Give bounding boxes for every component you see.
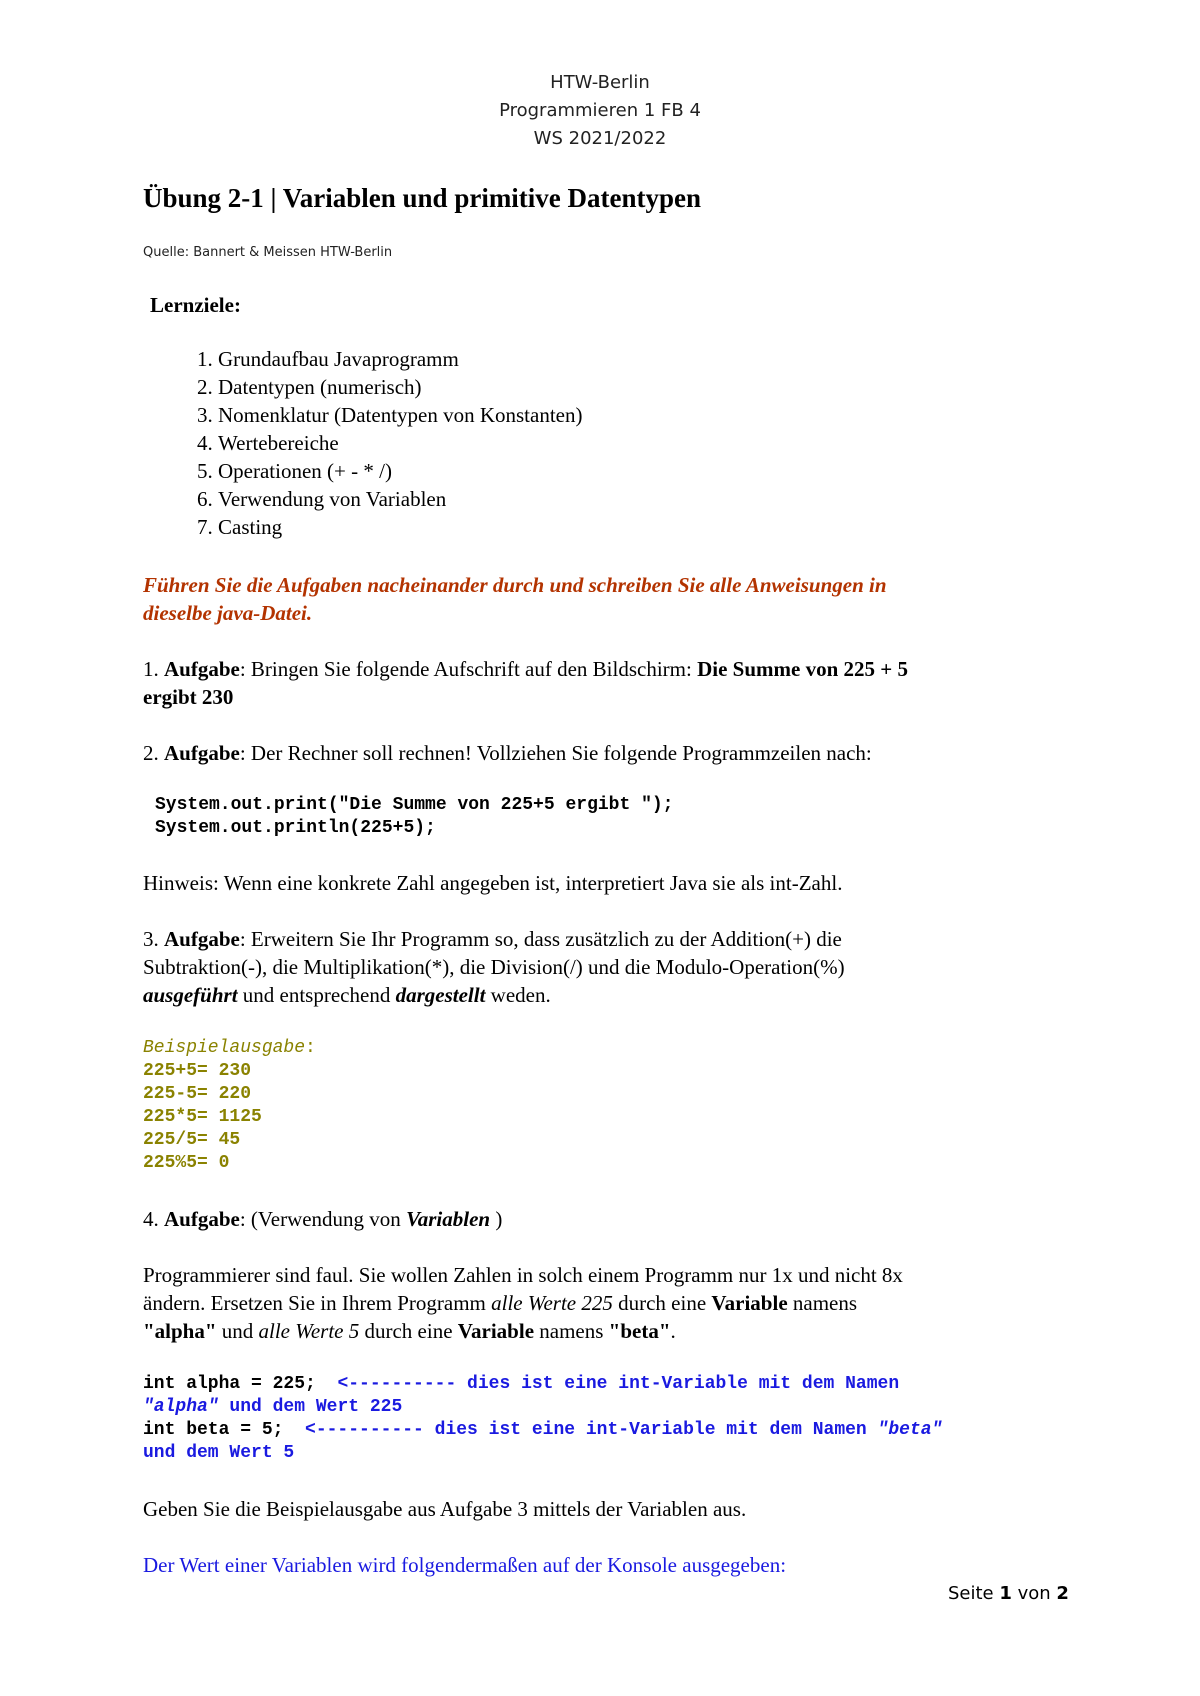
header-course: Programmieren 1 FB 4 [499, 100, 701, 121]
task2-line: 2. Aufgabe: Der Rechner soll rechnen! Vollziehen Sie folgende Programmzeilen nach: [143, 741, 872, 765]
example-output-line: 225-5= 220 [143, 1084, 252, 1104]
source-note: Quelle: Bannert & Meissen HTW-Berlin [143, 245, 393, 260]
task4-p1-line1: Programmierer sind faul. Sie wollen Zahlen in solch einem Programm nur 1x und nicht 8x [143, 1263, 903, 1287]
task4-code-beta-line1: int beta = 5; <---------- dies ist eine int-Variable mit dem Namen "beta" [143, 1420, 943, 1440]
list-item: 1. Grundaufbau Javaprogramm [218, 345, 583, 373]
example-output-line: 225%5= 0 [143, 1153, 230, 1173]
instruction-line-2: dieselbe java-Datei. [143, 601, 313, 625]
task4-code-alpha-line2: "alpha" und dem Wert 225 [143, 1397, 403, 1417]
task4-code-alpha-line1: int alpha = 225; <---------- dies ist eine int-Variable mit dem Namen [143, 1374, 900, 1394]
list-item: 3. Nomenklatur (Datentypen von Konstanten) [218, 401, 583, 429]
task3-line2: Subtraktion(-), die Multiplikation(*), die Division(/) und die Modulo-Operation(%) [143, 955, 845, 979]
list-item: 5. Operationen (+ - * /) [218, 457, 583, 485]
list-item: 2. Datentypen (numerisch) [218, 373, 583, 401]
task4-p3: Der Wert einer Variablen wird folgendermaßen auf der Konsole ausgegeben: [143, 1553, 787, 1577]
task1-line2: ergibt 230 [143, 685, 234, 709]
goals-heading: Lernziele: [150, 293, 241, 317]
task3-line3: ausgeführt und entsprechend dargestellt weden. [143, 983, 551, 1007]
task2-hint: Hinweis: Wenn eine konkrete Zahl angegeben ist, interpretiert Java sie als int-Zahl. [143, 871, 843, 895]
task2-code-line1: System.out.print("Die Summe von 225+5 ergibt "); [155, 795, 674, 815]
page-number: Seite 1 von 2 [948, 1583, 1069, 1604]
example-output-line: 225/5= 45 [143, 1130, 241, 1150]
example-output-line: 225*5= 1125 [143, 1107, 262, 1127]
example-output-line: 225+5= 230 [143, 1061, 252, 1081]
page-title: Übung 2-1 | Variablen und primitive Datentypen [143, 183, 702, 213]
task4-p1-line2: ändern. Ersetzen Sie in Ihrem Programm alle Werte 225 durch eine Variable namens [143, 1291, 858, 1315]
task3-line1: 3. Aufgabe: Erweitern Sie Ihr Programm so, dass zusätzlich zu der Addition(+) die [143, 927, 842, 951]
list-item: 7. Casting [218, 513, 583, 541]
list-item: 4. Wertebereiche [218, 429, 583, 457]
example-label: Beispielausgabe: [143, 1038, 316, 1058]
task4-code-beta-line2: und dem Wert 5 [143, 1443, 295, 1463]
header-semester: WS 2021/2022 [533, 128, 667, 149]
task4-p1-line3: "alpha" und alle Werte 5 durch eine Variable namens "beta". [143, 1319, 676, 1343]
task4-p2: Geben Sie die Beispielausgabe aus Aufgabe 3 mittels der Variablen aus. [143, 1497, 747, 1521]
list-item: 6. Verwendung von Variablen [218, 485, 583, 513]
task2-code-line2: System.out.println(225+5); [155, 818, 436, 838]
task1-line1: 1. Aufgabe: Bringen Sie folgende Aufschrift auf den Bildschirm: Die Summe von 225 + 5 [143, 657, 908, 681]
header-institution: HTW-Berlin [550, 72, 650, 93]
task4-heading: 4. Aufgabe: (Verwendung von Variablen ) [143, 1207, 503, 1231]
goals-list [143, 345, 583, 541]
instruction-line-1: Führen Sie die Aufgaben nacheinander durch und schreiben Sie alle Anweisungen in [143, 573, 887, 597]
